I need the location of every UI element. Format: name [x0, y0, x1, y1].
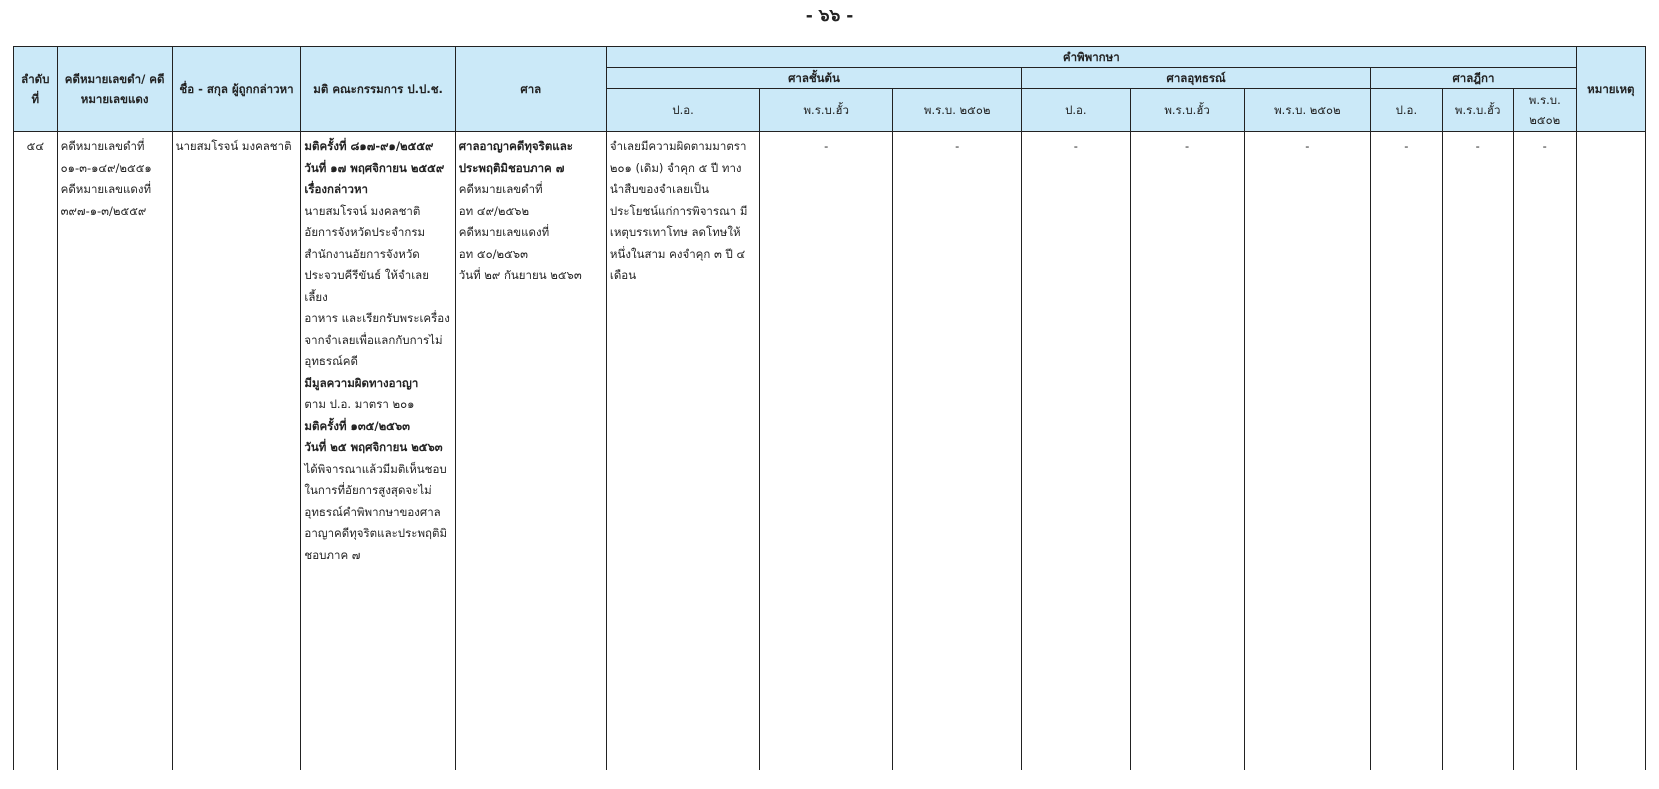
header-supreme-bribe-act: พ.ร.บ.ฮั้ว — [1442, 89, 1513, 132]
resolution-line: อาหาร และเรียกรับพระเครื่อง — [304, 311, 450, 325]
header-resolution: มติ คณะกรรมการ ป.ป.ช. — [301, 47, 455, 132]
cell-appeal-bribe-act: - — [1130, 132, 1244, 771]
header-remarks: หมายเหตุ — [1576, 47, 1645, 132]
resolution-line: ในการที่อัยการสูงสุดจะไม่ — [304, 483, 432, 497]
header-name: ชื่อ - สกุล ผู้ถูกกล่าวหา — [172, 47, 301, 132]
cell-supreme-2502-act: - — [1513, 132, 1576, 771]
header-no: ลำดับ ที่ — [14, 47, 58, 132]
court-line: วันที่ ๒๙ กันยายน ๒๕๖๓ — [458, 268, 582, 282]
header-supreme-2502-act: พ.ร.บ. ๒๕๐๒ — [1513, 89, 1576, 132]
resolution-line: อาญาคดีทุจริตและประพฤติมิ — [304, 526, 448, 540]
cell-supreme-bribe-act: - — [1442, 132, 1513, 771]
cell-appeal-pa: - — [1022, 132, 1131, 771]
court-line: อท ๕๐/๒๕๖๓ — [458, 246, 528, 261]
judgment-table — [13, 46, 1646, 770]
header-supreme-pa: ป.อ. — [1371, 89, 1442, 132]
header-case-numbers: คดีหมายเลขดำ/ คดีหมายเลขแดง — [57, 47, 172, 132]
header-first-bribe-act: พ.ร.บ.ฮั้ว — [760, 89, 893, 132]
first-instance-judgment-line: ๒๐๑ (เดิม) จำคุก ๕ ปี ทาง — [609, 160, 742, 175]
table-row — [14, 132, 1646, 771]
resolution-line: สำนักงานอัยการจังหวัด — [304, 246, 420, 261]
first-instance-judgment-line: เหตุบรรเทาโทษ ลดโทษให้ — [609, 225, 741, 239]
court-line: คดีหมายเลขแดงที่ — [458, 225, 550, 239]
resolution-line: อุทธรณ์คำพิพากษาของศาล — [304, 504, 441, 519]
cell-appeal-2502-act: - — [1244, 132, 1371, 771]
first-instance-judgment-line: จำเลยมีความผิดตามมาตรา — [609, 139, 747, 153]
header-appeal-2502-act: พ.ร.บ. ๒๕๐๒ — [1244, 89, 1371, 132]
cell-resolution — [301, 132, 455, 771]
first-instance-judgment-line: ประโยชน์แก่การพิจารณา มี — [609, 203, 748, 218]
header-first-2502-act: พ.ร.บ. ๒๕๐๒ — [893, 89, 1022, 132]
resolution-line: ได้พิจารณาแล้วมีมติเห็นชอบ — [304, 461, 447, 476]
resolution-line: ตาม ป.อ. มาตรา ๒๐๑ — [304, 397, 415, 411]
header-court: ศาล — [455, 47, 606, 132]
resolution-line: วันที่ ๑๗ พฤศจิกายน ๒๕๕๙ — [304, 160, 445, 175]
header-judgment: คำพิพากษา — [606, 47, 1576, 68]
resolution-line: อุทธรณ์คดี — [304, 354, 358, 368]
resolution-line: เรื่องกล่าวหา — [304, 182, 368, 196]
resolution-line: มติครั้งที่ ๑๓๕/๒๕๖๓ — [304, 418, 411, 433]
resolution-line: จากจำเลยเพื่อแลกกับการไม่ — [304, 332, 443, 347]
court-line: อท ๔๙/๒๕๖๒ — [458, 203, 530, 218]
resolution-line: นายสมโรจน์ มงคลชาติ — [304, 203, 421, 218]
cell-no: ๕๔ — [14, 132, 58, 771]
cell-remarks — [1576, 132, 1645, 771]
court-line: ประพฤติมิชอบภาค ๗ — [458, 160, 565, 175]
resolution-line: ชอบภาค ๗ — [304, 547, 361, 562]
case-number-line: ๓๙๗-๑-๓/๒๕๕๙ — [60, 203, 147, 218]
case-number-line: คดีหมายเลขแดงที่ — [60, 182, 152, 196]
case-number-line: คดีหมายเลขดำที่ — [60, 139, 145, 153]
cell-first-2502-act: - — [893, 132, 1022, 771]
first-instance-judgment-line: หนึ่งในสาม คงจำคุก ๓ ปี ๔ — [609, 246, 746, 261]
first-instance-judgment-line: นำสืบของจำเลยเป็น — [609, 182, 709, 196]
header-supreme: ศาลฎีกา — [1371, 68, 1576, 89]
page-number: - ๖๖ - — [805, 6, 854, 26]
resolution-line: วันที่ ๒๕ พฤศจิกายน ๒๕๖๓ — [304, 440, 443, 454]
resolution-line: มติครั้งที่ ๘๑๗-๙๑/๒๕๕๙ — [304, 139, 434, 153]
cell-name: นายสมโรจน์ มงคลชาติ — [172, 132, 301, 771]
court-line: ศาลอาญาคดีทุจริตและ — [458, 139, 573, 153]
resolution-line: อัยการจังหวัดประจำกรม — [304, 225, 426, 239]
cell-case-numbers — [57, 132, 172, 771]
cell-court — [455, 132, 606, 771]
header-appeal: ศาลอุทธรณ์ — [1022, 68, 1371, 89]
cell-first-instance-pa — [606, 132, 759, 771]
resolution-line: มีมูลความผิดทางอาญา — [304, 375, 419, 390]
court-line: คดีหมายเลขดำที่ — [458, 182, 543, 196]
cell-supreme-pa: - — [1371, 132, 1442, 771]
header-appeal-bribe-act: พ.ร.บ.ฮั้ว — [1130, 89, 1244, 132]
case-number-line: ๐๑-๓-๑๔๙/๒๕๕๑ — [60, 160, 152, 175]
resolution-line: ประจวบคีรีขันธ์ ให้จำเลยเลี้ยง — [304, 268, 429, 304]
cell-first-bribe-act: - — [760, 132, 893, 771]
first-instance-judgment-line: เดือน — [609, 268, 637, 282]
header-first-instance: ศาลชั้นต้น — [606, 68, 1021, 89]
header-appeal-pa: ป.อ. — [1022, 89, 1131, 132]
header-first-pa: ป.อ. — [606, 89, 759, 132]
